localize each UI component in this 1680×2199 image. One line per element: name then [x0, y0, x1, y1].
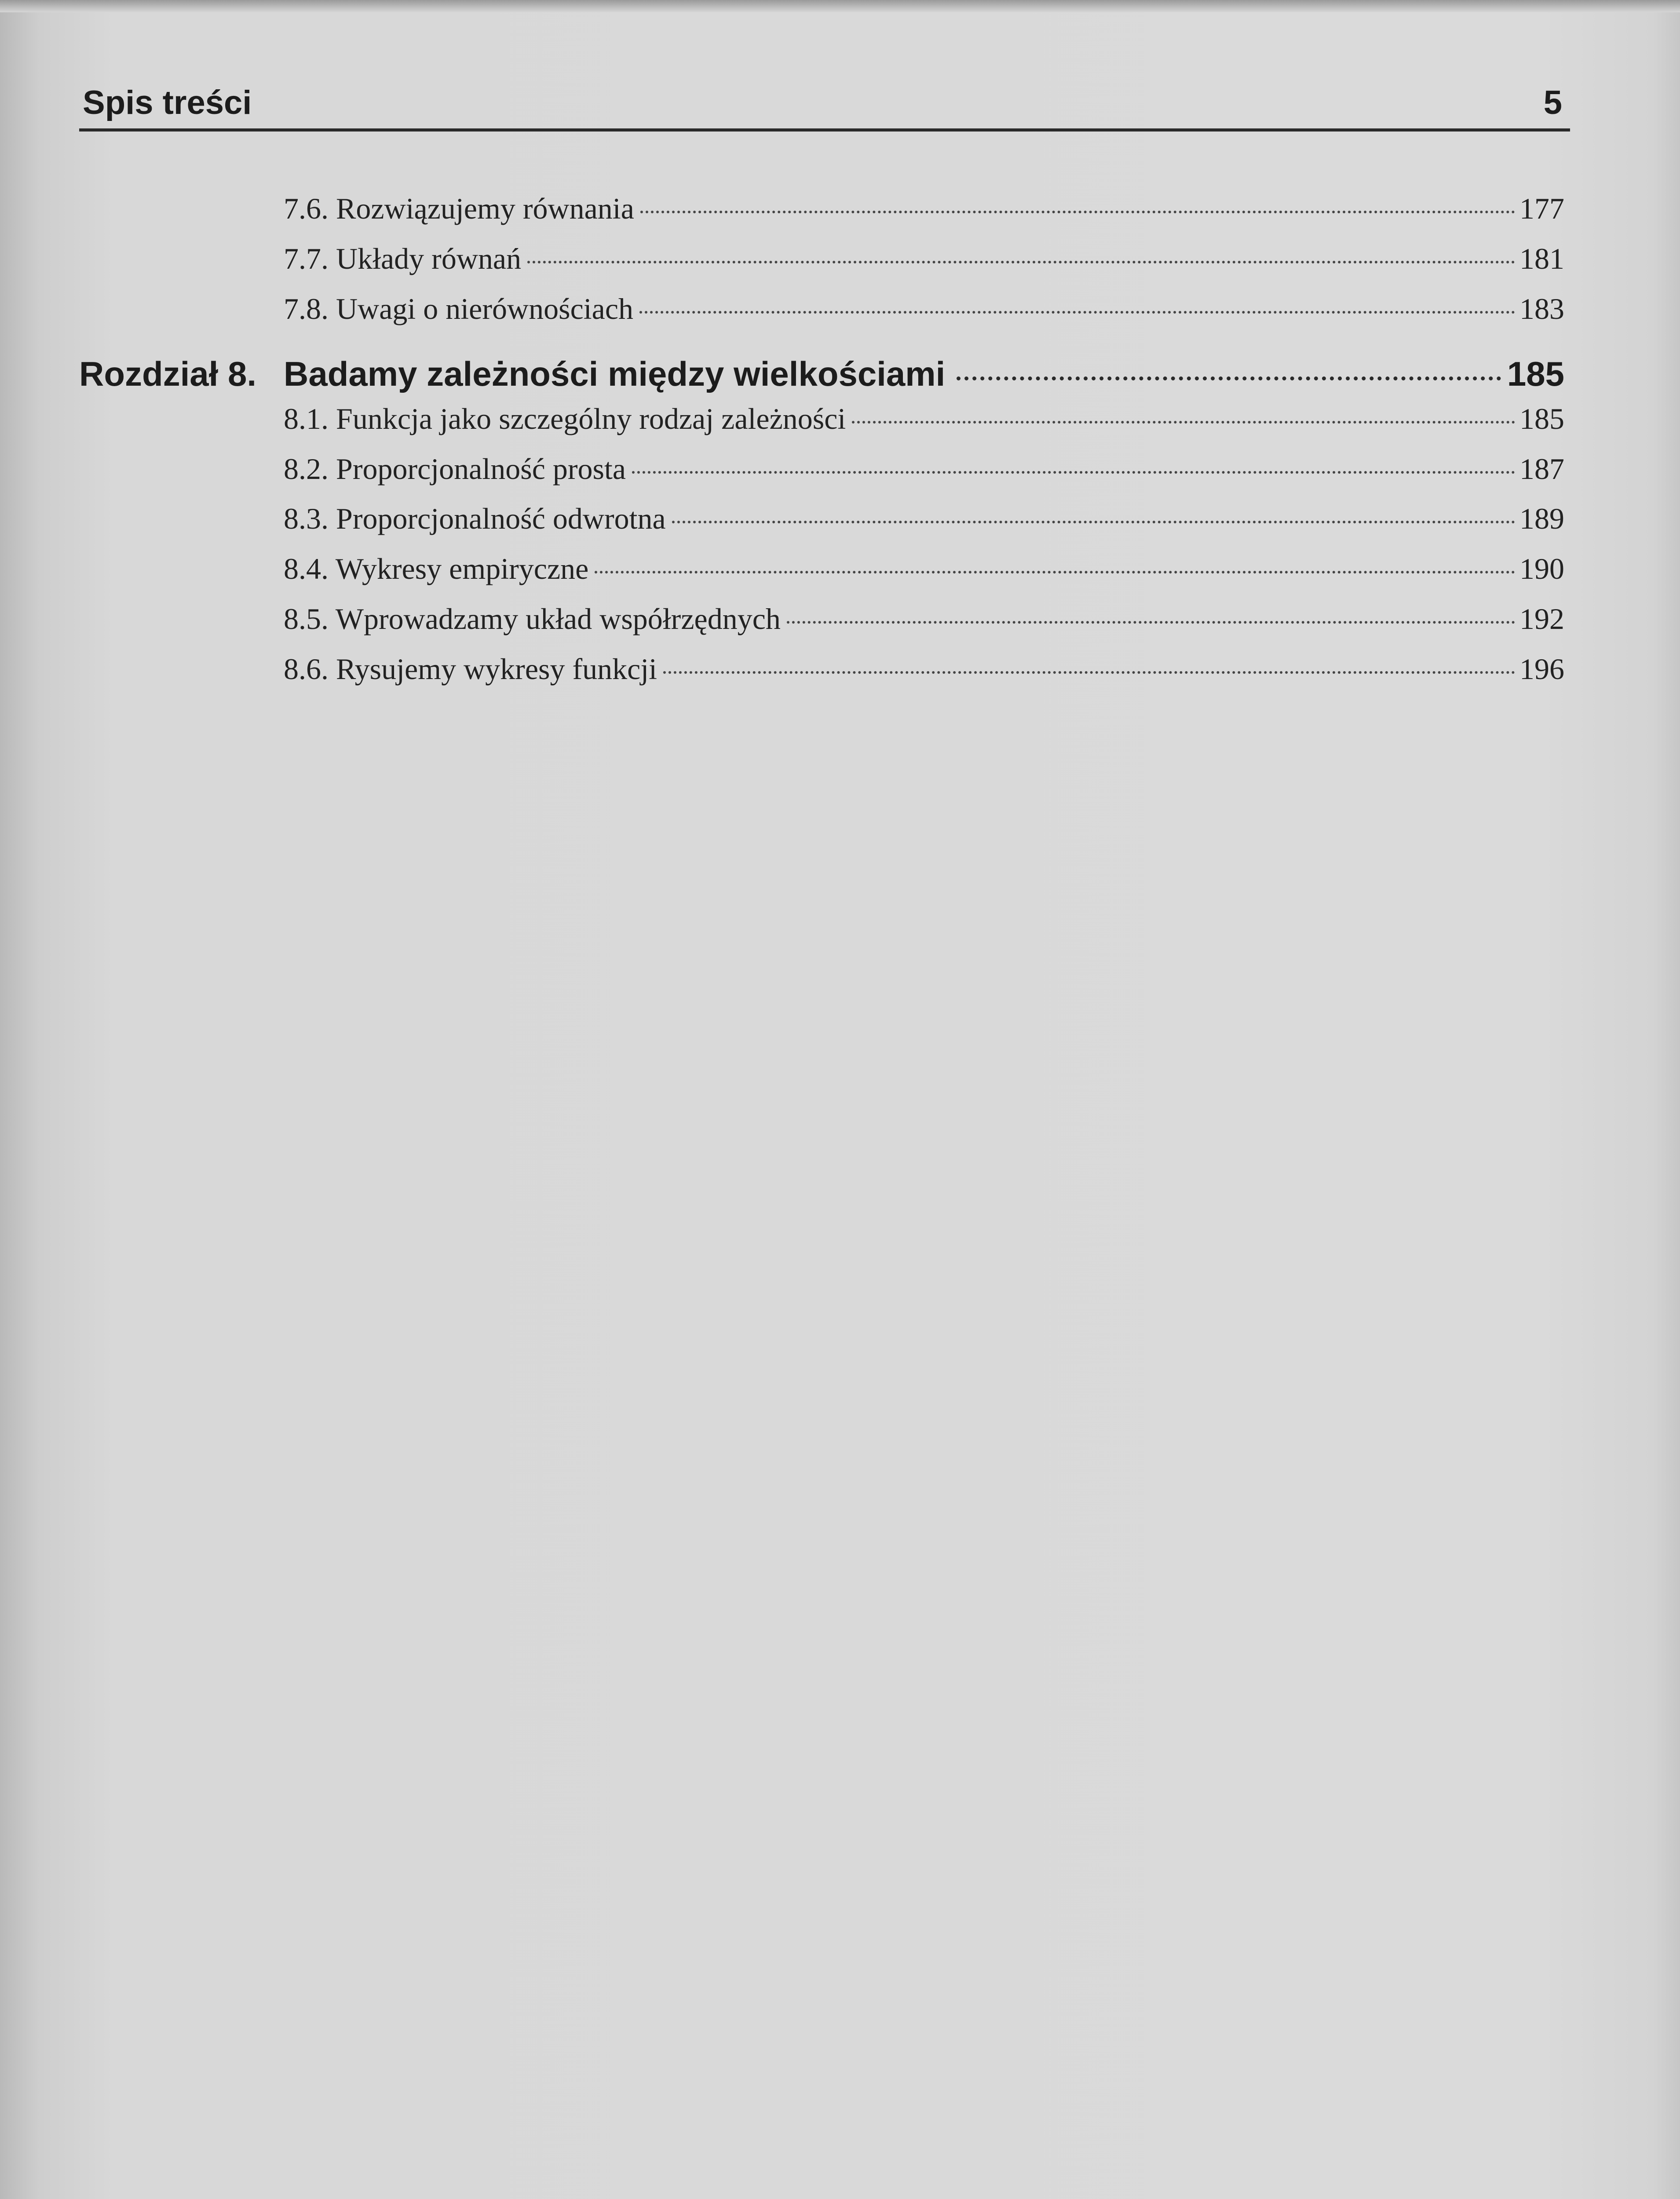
dot-leader: [787, 621, 1515, 624]
toc-entry-label: 7.8. Uwagi o nierównościach: [284, 292, 634, 325]
dot-leader: [663, 671, 1515, 674]
dot-leader: [640, 211, 1515, 213]
toc-entry-8-6: [284, 652, 1564, 696]
scan-shadow: [0, 0, 1680, 12]
toc-entry-8-2: [284, 452, 1564, 496]
chapter-number: Rozdział 8.: [79, 354, 257, 393]
toc-entry-label: 8.2. Proporcjonalność prosta: [284, 452, 626, 486]
dot-leader: [527, 261, 1515, 263]
dot-leader: [852, 421, 1515, 424]
header-title: Spis treści: [83, 84, 252, 121]
toc-entry-page: 190: [1519, 552, 1564, 585]
toc-entry-page: 187: [1519, 452, 1564, 486]
toc-entry-label: 8.5. Wprowadzamy układ współrzędnych: [284, 602, 781, 636]
toc-entry-label: 8.6. Rysujemy wykresy funkcji: [284, 652, 657, 686]
toc-entry-label: 7.7. Układy równań: [284, 242, 522, 275]
toc-entry-8-4: [284, 552, 1564, 595]
dot-leader: [639, 311, 1515, 314]
toc-entry-page: 183: [1519, 292, 1564, 325]
toc-entry-page: 196: [1519, 652, 1564, 686]
toc-entry-8-3: [284, 501, 1564, 545]
toc-entry-label: 8.4. Wykresy empiryczne: [284, 552, 589, 585]
toc-entry-page: 185: [1519, 402, 1564, 435]
toc-entry-7-7: [284, 241, 1564, 285]
toc-entry-page: 192: [1519, 602, 1564, 636]
running-header: [79, 84, 1566, 128]
dot-leader: [632, 471, 1515, 474]
toc-entry-8-1: [284, 402, 1564, 446]
toc-entry-page: 189: [1519, 502, 1564, 535]
dot-leader: [672, 521, 1515, 523]
toc-entry-label: 8.1. Funkcja jako szczególny rodzaj zależności: [284, 402, 846, 435]
toc-entry-page: 181: [1519, 242, 1564, 275]
header-rule: [79, 128, 1570, 132]
toc-entry-page: 177: [1519, 192, 1564, 225]
chapter-heading: [79, 354, 1564, 402]
dot-leader: [957, 376, 1501, 380]
toc-entry-7-6: [284, 191, 1564, 235]
dot-leader: [595, 571, 1515, 573]
toc-entry-8-5: [284, 602, 1564, 646]
toc-entry-label: 8.3. Proporcjonalność odwrotna: [284, 502, 666, 535]
toc-entry-label: 7.6. Rozwiązujemy równania: [284, 192, 634, 225]
header-page-number: 5: [1543, 84, 1562, 121]
chapter-title: Badamy zależności między wielkościami: [284, 354, 946, 393]
toc-entry-7-8: [284, 292, 1564, 336]
chapter-page: 185: [1507, 354, 1564, 393]
